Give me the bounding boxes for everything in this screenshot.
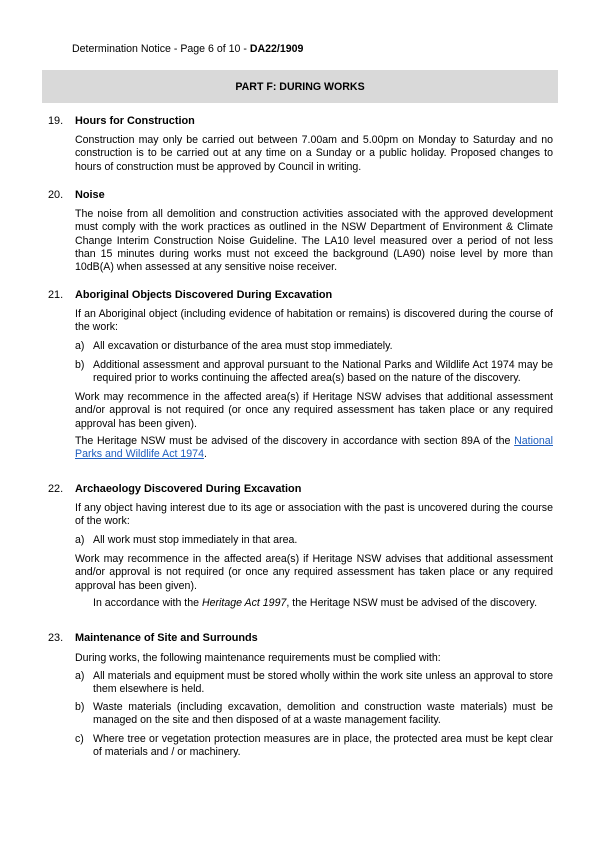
list-text: All materials and equipment must be stored wholly within the work site unless an approval to store them elsewhere is held.	[93, 670, 553, 696]
document-number: DA22/1909	[249, 43, 304, 55]
list-item	[75, 701, 553, 728]
section-title: Archaeology Discovered During Excavation	[75, 483, 302, 495]
page-header	[72, 43, 303, 55]
section-19-paragraph: Construction may only be carried out between 7.00am and 5.00pm on Monday to Saturday and no construction is to be carried out at any time on a Sunday or a public holiday. Proposed changes to hours of construction must be approved by Council in writing.	[75, 134, 553, 173]
list-letter: a)	[75, 340, 85, 352]
part-title-band	[42, 70, 558, 103]
list-text: Waste materials (including excavation, demolition and construction waste materials) must be managed on the site and then disposed of at a waste management facility.	[93, 701, 553, 727]
list-text: Additional assessment and approval pursuant to the National Parks and Wildlife Act 1974 may be required prior to works continuing the affected area(s) based on the nature of the discovery.	[93, 359, 553, 385]
section-number: 23.	[48, 632, 64, 644]
act-link[interactable]: National Parks and Wildlife Act 1974	[75, 435, 553, 461]
paragraph-text: In accordance with the	[93, 597, 202, 609]
section-21-paragraph-3	[75, 435, 553, 462]
section-number: 22.	[48, 483, 64, 495]
list-text: Where tree or vegetation protection measures are in place, the protected area must be kept clear of materials and / or machinery.	[93, 733, 553, 759]
list-letter: a)	[75, 670, 85, 682]
list-letter: b)	[75, 359, 85, 371]
list-item	[75, 340, 553, 353]
list-text: All excavation or disturbance of the area must stop immediately.	[93, 340, 393, 352]
section-22-paragraph-1: If any object having interest due to its age or association with the past is uncovered during the course of the work:	[75, 502, 553, 528]
paragraph-text: , the Heritage NSW must be advised of the discovery.	[286, 597, 538, 609]
section-title: Hours for Construction	[75, 115, 195, 127]
section-number: 19.	[48, 115, 64, 127]
section-22-paragraph-3	[93, 597, 553, 610]
section-21-paragraph-1: If an Aboriginal object (including evidence of habitation or remains) is discovered during the course of the work:	[75, 308, 553, 334]
paragraph-text: .	[203, 448, 207, 461]
section-title: Maintenance of Site and Surrounds	[75, 632, 258, 644]
header-text: Determination Notice - Page 6 of 10 -	[72, 43, 247, 55]
section-title: Aboriginal Objects Discovered During Excavation	[75, 289, 333, 301]
list-item	[75, 534, 553, 547]
list-letter: c)	[75, 733, 84, 745]
section-number: 20.	[48, 189, 64, 201]
section-title: Noise	[75, 189, 105, 201]
section-22-paragraph-2: Work may recommence in the affected area(s) if Heritage NSW advises that additional assessment and/or approval is not required (or once any required assessment has taken place or any required approval has been given).	[75, 553, 553, 592]
list-letter: b)	[75, 701, 85, 713]
paragraph-text: The Heritage NSW must be advised of the discovery in accordance with section 89A of the	[75, 435, 515, 447]
section-20-paragraph: The noise from all demolition and construction activities associated with the approved development must comply with the work practices as outlined in the NSW Department of Environment & Climate Change Interim Construction Noise Guideline. The LA10 level measured over a period of not less than 15 minutes during works must not exceed the background (LA90) noise level by more than 10dB(A) when assessed at any sensitive noise receiver.	[75, 208, 553, 274]
section-23-paragraph: During works, the following maintenance requirements must be complied with:	[75, 652, 441, 664]
list-text: All work must stop immediately in that area.	[93, 534, 298, 546]
list-item	[75, 733, 553, 760]
list-item	[75, 359, 553, 386]
list-letter: a)	[75, 534, 85, 546]
list-item	[75, 670, 553, 697]
act-title: Heritage Act 1997	[201, 597, 287, 609]
section-number: 21.	[48, 289, 64, 301]
section-21-paragraph-2: Work may recommence in the affected area(s) if Heritage NSW advises that additional assessment and/or approval is not required (or once any required assessment has taken place or any required approval has been given).	[75, 391, 553, 430]
part-title: PART F: DURING WORKS	[235, 80, 365, 93]
